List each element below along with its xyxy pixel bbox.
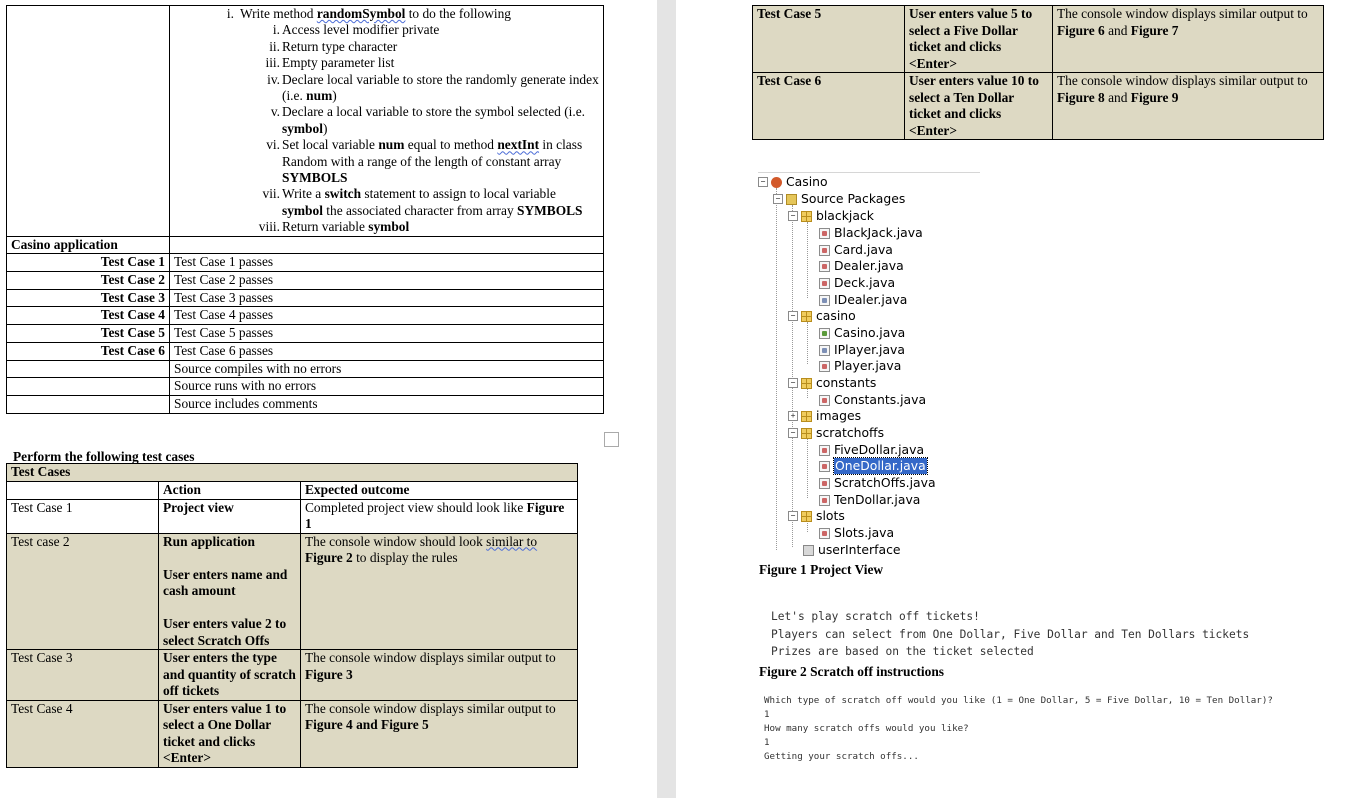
test-case-row: Test Case 4 User enters value 1 to select a One Dollar ticket and clicks <Enter> The console window displays similar output to Figure 4 and Figure 5 xyxy=(7,700,578,767)
collapse-toggle-icon: − xyxy=(758,177,768,187)
method-step-main: i. Write method randomSymbol to do the following xyxy=(226,6,511,21)
collapse-toggle-icon: − xyxy=(788,511,798,521)
rubric-row: Test Case 1 Test Case 1 passes xyxy=(7,254,604,272)
method-step: iv. Declare local variable to store the randomly generate index (i.e. num) xyxy=(267,71,599,104)
collapse-toggle-icon: − xyxy=(788,378,798,388)
package-icon xyxy=(801,511,812,522)
method-steps-cell xyxy=(170,6,604,237)
java-class-icon xyxy=(819,278,830,289)
method-step: viii. Return variable symbol xyxy=(258,219,410,235)
tree-node-file[interactable]: Dealer.java xyxy=(819,258,904,274)
collapse-toggle-icon: − xyxy=(788,211,798,221)
scratch-instructions-console: Let's play scratch off tickets! Players can select from One Dollar, Five Dollar and Ten Dollars tickets Prizes are based on the ticket selected xyxy=(771,610,1250,659)
rubric-row: Test Case 4 Test Case 4 passes xyxy=(7,307,604,325)
rubric-row: Test Case 2 Test Case 2 passes xyxy=(7,272,604,290)
method-step: i. Access level modifier private xyxy=(272,22,440,38)
tree-node-file-selected[interactable]: OneDollar.java xyxy=(819,458,927,474)
tree-node-package[interactable]: − scratchoffs xyxy=(788,425,884,441)
package-icon xyxy=(801,378,812,389)
tree-node-package[interactable]: − casino xyxy=(788,308,856,324)
page-gutter xyxy=(657,0,676,798)
java-class-icon xyxy=(819,445,830,456)
source-folder-icon xyxy=(786,194,797,205)
tree-node-package[interactable]: − blackjack xyxy=(788,208,874,224)
java-class-icon xyxy=(819,395,830,406)
tree-node-file[interactable]: Player.java xyxy=(819,358,901,374)
method-step: v. Declare a local variable to store the symbol selected (i.e. symbol) xyxy=(270,104,586,136)
header-expected: Expected outcome xyxy=(301,481,578,499)
package-icon xyxy=(801,411,812,422)
test-cases-table xyxy=(6,463,578,768)
tree-node-file[interactable]: Slots.java xyxy=(819,525,894,541)
test-case-row: Test case 2 Run application User enters name and cash amount User enters value 2 to select Scratch Offs The console window should look similar to Figure 2 to display the rules xyxy=(7,533,578,650)
test-case-row: Test Case 6 User enters value 10 to select a Ten Dollar ticket and clicks <Enter> The console window displays similar output to Figure 8 and Figure 9 xyxy=(753,73,1324,140)
project-icon xyxy=(771,177,782,188)
tree-node-file[interactable]: Constants.java xyxy=(819,392,926,408)
package-icon xyxy=(801,311,812,322)
scratch-console-output: Which type of scratch off would you like (1 = One Dollar, 5 = Five Dollar, 10 = Ten Dollar)? 1 How many scratch offs would you like? 1 Getting your scratch offs... xyxy=(764,695,1273,762)
tree-node-file[interactable]: IPlayer.java xyxy=(819,342,905,358)
collapse-toggle-icon: − xyxy=(773,194,783,204)
rubric-row: Test Case 6 Test Case 6 passes xyxy=(7,342,604,360)
tree-node-file[interactable]: IDealer.java xyxy=(819,292,907,308)
package-icon xyxy=(801,428,812,439)
method-step: ii. Return type character xyxy=(269,38,398,54)
tree-node-package[interactable]: + images xyxy=(788,408,861,424)
package-icon xyxy=(801,211,812,222)
java-class-icon xyxy=(819,528,830,539)
rubric-row: Source includes comments xyxy=(7,395,604,413)
test-case-row: Test Case 5 User enters value 5 to select a Five Dollar ticket and clicks <Enter> The console window displays similar output to Figure 6 and Figure 7 xyxy=(753,6,1324,73)
method-step: iii. Empty parameter list xyxy=(265,55,395,71)
test-case-row: Test Case 3 User enters the type and quantity of scratch off tickets The console window displays similar output to Figure 3 xyxy=(7,650,578,701)
java-class-icon xyxy=(819,461,830,472)
method-step: vi. Set local variable num equal to method nextInt in class Random with a range of the length of constant array SYMBOLS xyxy=(266,137,583,186)
figure-top-rule xyxy=(758,172,980,173)
test-cases-table-continued xyxy=(752,5,1324,140)
tree-node-source-packages[interactable]: − Source Packages xyxy=(773,191,905,207)
figure-1-caption: Figure 1 Project View xyxy=(759,562,884,577)
collapse-toggle-icon: − xyxy=(788,311,798,321)
tree-node-package[interactable]: − slots xyxy=(788,508,845,524)
tree-node-package[interactable]: userInterface xyxy=(803,542,901,558)
java-interface-icon xyxy=(819,345,830,356)
tree-node-file[interactable]: BlackJack.java xyxy=(819,225,923,241)
java-class-icon xyxy=(819,245,830,256)
java-class-icon xyxy=(819,261,830,272)
test-case-row: Test Case 1 Project view Completed project view should look like Figure 1 xyxy=(7,499,578,533)
tree-node-file[interactable]: ScratchOffs.java xyxy=(819,475,936,491)
rubric-row: Test Case 3 Test Case 3 passes xyxy=(7,289,604,307)
tree-node-file[interactable]: Deck.java xyxy=(819,275,895,291)
empty-package-icon xyxy=(803,545,814,556)
rubric-section-label: Casino application xyxy=(7,236,170,254)
tree-node-file[interactable]: Casino.java xyxy=(819,325,905,341)
tree-node-file[interactable]: Card.java xyxy=(819,242,893,258)
header-action: Action xyxy=(159,481,301,499)
collapse-toggle-icon: − xyxy=(788,428,798,438)
tree-node-project[interactable]: − Casino xyxy=(758,174,828,190)
java-class-icon xyxy=(819,361,830,372)
rubric-row: Test Case 5 Test Case 5 passes xyxy=(7,325,604,343)
test-cases-title: Test Cases xyxy=(7,464,578,482)
table-resize-handle[interactable] xyxy=(604,432,619,447)
java-interface-icon xyxy=(819,295,830,306)
java-class-icon xyxy=(819,495,830,506)
expand-toggle-icon: + xyxy=(788,411,798,421)
tree-node-file[interactable]: TenDollar.java xyxy=(819,492,920,508)
rubric-table xyxy=(6,5,604,414)
tree-node-file[interactable]: FiveDollar.java xyxy=(819,442,924,458)
perform-heading: Perform the following test cases xyxy=(13,449,195,464)
rubric-row: Source runs with no errors xyxy=(7,378,604,396)
tree-node-package[interactable]: − constants xyxy=(788,375,876,391)
rubric-row: Source compiles with no errors xyxy=(7,360,604,378)
method-step: vii. Write a switch statement to assign to local variable symbol the associated character from array SYMBOLS xyxy=(262,186,583,218)
method-steps-list xyxy=(174,6,599,236)
java-class-icon xyxy=(819,228,830,239)
java-class-icon xyxy=(819,478,830,489)
java-main-class-icon xyxy=(819,328,830,339)
figure-2-caption: Figure 2 Scratch off instructions xyxy=(759,664,944,679)
